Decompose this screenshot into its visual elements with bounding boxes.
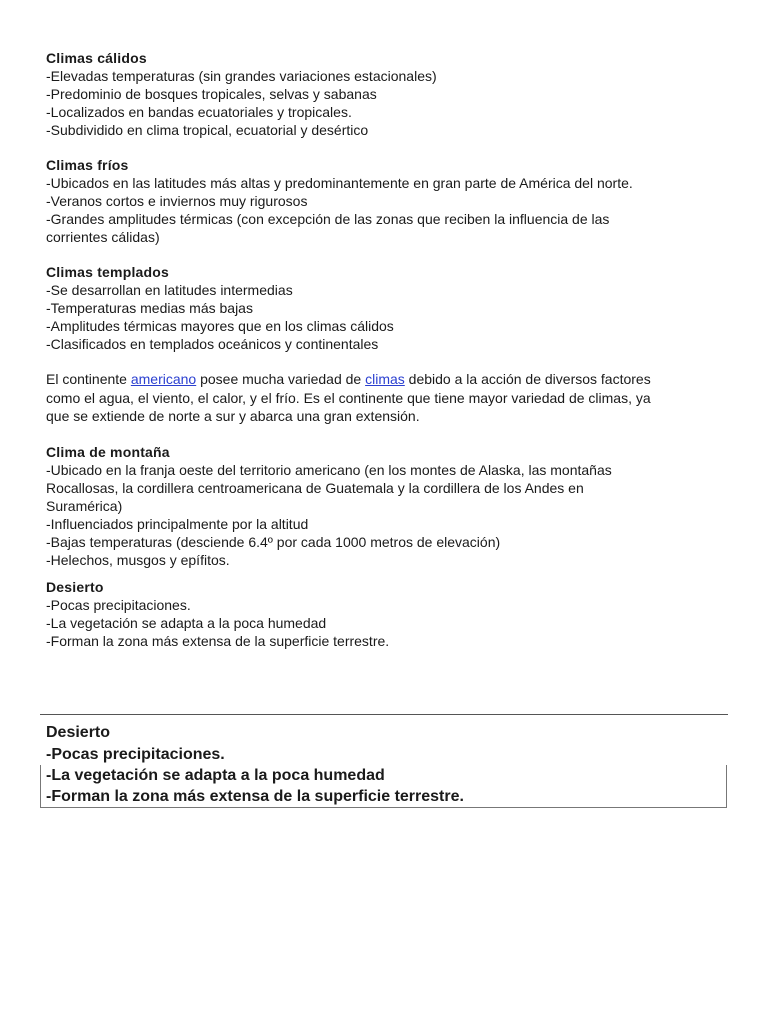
section-temperate-climates xyxy=(46,263,736,353)
document-body xyxy=(46,49,736,650)
section-heading: Clima de montaña xyxy=(46,443,170,460)
text-line: corrientes cálidas) xyxy=(46,229,160,245)
paragraph-text: posee mucha variedad de xyxy=(196,371,366,387)
section-heading: Climas templados xyxy=(46,264,170,280)
text-line: -Veranos cortos e inviernos muy rigurosos xyxy=(46,193,308,209)
text-line: -La vegetación se adapta a la poca humedad xyxy=(46,614,327,631)
text-line: -Subdividido en clima tropical, ecuatorial y desértico xyxy=(46,122,369,138)
text-line: -Se desarrollan en latitudes intermedias xyxy=(46,282,293,298)
intro-paragraph xyxy=(46,370,736,426)
highlight-box xyxy=(40,722,726,807)
text-line: -Temperaturas medias más bajas xyxy=(46,300,253,316)
paragraph-line-3: que se extiende de norte a sur y abarca una gran extensión. xyxy=(46,408,420,424)
highlight-line: -Forman la zona más extensa de la superficie terrestre. xyxy=(46,788,464,805)
text-line: -Localizados en bandas ecuatoriales y tropicales. xyxy=(46,104,352,120)
paragraph-line-1 xyxy=(46,370,736,389)
section-desert xyxy=(46,578,736,650)
horizontal-divider xyxy=(40,714,728,715)
highlight-line: -La vegetación se adapta a la poca humedad xyxy=(46,767,385,784)
section-warm-climates xyxy=(46,49,736,139)
paragraph-line-2: como el agua, el viento, el calor, y el frío. Es el continente que tiene mayor variedad de climas, ya xyxy=(46,389,651,406)
highlight-heading: Desierto xyxy=(46,724,111,741)
section-cold-climates xyxy=(46,156,736,246)
paragraph-text: El continente xyxy=(46,371,131,387)
text-line: Suramérica) xyxy=(46,497,123,514)
text-line: -Forman la zona más extensa de la superficie terrestre. xyxy=(46,632,390,649)
text-line: -Clasificados en templados oceánicos y continentales xyxy=(46,336,379,352)
section-mountain-climate xyxy=(46,443,736,569)
section-heading: Climas fríos xyxy=(46,157,129,173)
text-line: -Grandes amplitudes térmicas (con excepción de las zonas que reciben la influencia de las xyxy=(46,211,610,227)
section-heading: Desierto xyxy=(46,578,104,595)
text-line: -Elevadas temperaturas (sin grandes variaciones estacionales) xyxy=(46,68,437,84)
text-line: -Influenciados principalmente por la altitud xyxy=(46,515,309,532)
text-line: -Ubicados en las latitudes más altas y predominantemente en gran parte de América del norte. xyxy=(46,175,633,191)
section-heading: Climas cálidos xyxy=(46,50,147,66)
text-line: -Predominio de bosques tropicales, selvas y sabanas xyxy=(46,86,377,102)
link-americano[interactable]: americano xyxy=(130,371,197,387)
text-line: -Ubicado en la franja oeste del territorio americano (en los montes de Alaska, las montañas xyxy=(46,461,612,478)
text-line: -Bajas temperaturas (desciende 6.4º por cada 1000 metros de elevación) xyxy=(46,533,501,550)
text-line: -Helechos, musgos y epífitos. xyxy=(46,551,230,568)
highlight-line: -Pocas precipitaciones. xyxy=(46,746,225,763)
paragraph-text: debido a la acción de diversos factores xyxy=(404,371,651,387)
text-line: -Pocas precipitaciones. xyxy=(46,596,191,613)
link-climas[interactable]: climas xyxy=(365,371,405,387)
text-line: -Amplitudes térmicas mayores que en los climas cálidos xyxy=(46,318,394,334)
text-line: Rocallosas, la cordillera centroamericana de Guatemala y la cordillera de los Andes en xyxy=(46,479,584,496)
